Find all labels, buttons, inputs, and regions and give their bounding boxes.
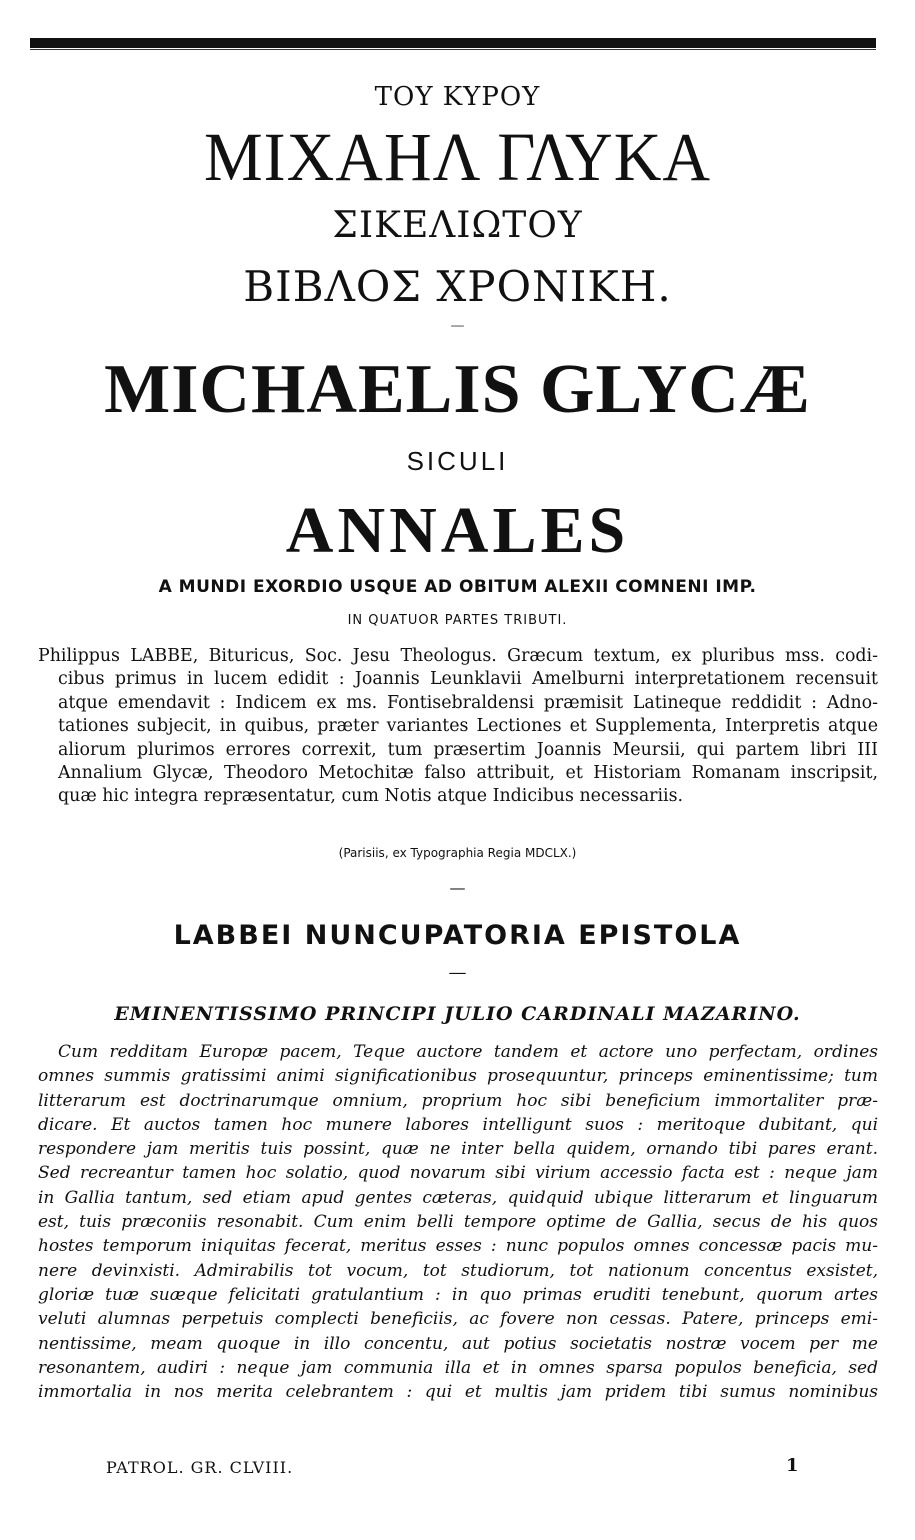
- epistola-body: [38, 1040, 878, 1404]
- body-line: hostes temporum iniquitas fecerat, meritus esses : nunc populos omnes concessæ pacis mu-: [38, 1236, 878, 1257]
- body-line: nentissime, meam quoque in illo concentu, aut potius societatis nostræ vocem per me: [38, 1333, 878, 1354]
- body-line: gloriæ tuæ suæque felicitati gratulantium : in quo primas eruditi tenebunt, quorum artes: [38, 1284, 878, 1305]
- epistola-title: LABBEI NUNCUPATORIA EPISTOLA: [173, 920, 742, 951]
- description-line: Annalium Glycæ, Theodoro Metochitæ falso attribuit, et Historiam Romanam inscripsit,: [58, 763, 878, 784]
- body-line: dicare. Et auctos tamen hoc munere labores intelligunt suos : meritoque dubitant, qui: [38, 1114, 878, 1135]
- body-line: nere devinxisti. Admirabilis tot vocum, tot studiorum, tot nationum concentus exsistet,: [38, 1260, 878, 1281]
- greek-title-line2: ΜΙΧΑΗΛ ΓΛΥΚΑ: [203, 119, 712, 196]
- description-paragraph: [38, 645, 878, 809]
- latin-subtitle: A MUNDI EXORDIO USQUE AD OBITUM ALEXII COMNENI IMP.: [158, 577, 757, 597]
- latin-title-line2: SICULI: [406, 446, 509, 476]
- body-line: omnes summis gratissimi animi significationibus prosequuntur, princeps eminentissime; tum: [38, 1066, 878, 1087]
- body-line: in Gallia tantum, sed etiam apud gentes cæteras, quidquid ubique litterarum et linguarum: [38, 1187, 878, 1208]
- top-rule-thin: [30, 49, 876, 50]
- description-line: tationes subjecit, in quibus, præter variantes Lectiones et Supplementa, Interpretis atque: [58, 716, 878, 737]
- description-line: quæ hic integra repræsentatur, cum Notis atque Indicibus necessariis.: [58, 786, 684, 807]
- footer-series: PATROL. GR. CLVIII.: [106, 1458, 294, 1477]
- latin-title-line3: ANNALES: [285, 494, 630, 567]
- page-number: 1: [786, 1455, 799, 1476]
- separator-dash-2: —: [449, 878, 466, 897]
- description-line: Philippus LABBE, Bituricus, Soc. Jesu Theologus. Græcum textum, ex pluribus mss. codi-: [38, 646, 878, 666]
- body-line: immortalia in nos merita celebrantem : qui et multis jam pridem tibi sumus nominibus: [38, 1382, 878, 1403]
- greek-title-line3: ΣΙΚΕΛΙΩΤΟΥ: [332, 205, 583, 246]
- latin-subtitle2: IN QUATUOR PARTES TRIBUTI.: [347, 613, 568, 628]
- description-line: atque emendavit : Indicem ex ms. Fontisebraldensi præmisit Latineque reddidit : Adno-: [58, 692, 878, 713]
- description-line: aliorum plurimos errores correxit, tum præsertim Joannis Meursii, qui partem libri III: [58, 739, 878, 760]
- greek-title-line1: ΤΟΥ ΚΥΡΟΥ: [374, 82, 541, 112]
- body-line: respondere jam meritis tuis possint, quæ ne inter bella quidem, ornando tibi pares erant.: [38, 1139, 878, 1160]
- imprint: (Parisiis, ex Typographia Regia MDCLX.): [338, 846, 577, 860]
- separator-dash-3: —: [448, 962, 467, 983]
- latin-title-line1: MICHAELIS GLYCÆ: [104, 351, 811, 428]
- greek-title-line4: ΒΙΒΛΟΣ ΧΡΟΝΙΚΗ.: [243, 262, 672, 311]
- separator-dash-1: —: [450, 318, 465, 334]
- body-line: Cum redditam Europæ pacem, Teque auctore tandem et actore uno perfectam, ordines: [58, 1042, 878, 1062]
- body-line: Sed recreantur tamen hoc solatio, quod novarum sibi virium accessio facta est : neque jam: [38, 1163, 878, 1184]
- top-rule: [30, 38, 876, 48]
- body-line: resonantem, audiri : neque jam communia illa et in omnes sparsa populos beneficia, sed: [38, 1357, 878, 1378]
- body-line: est, tuis præconiis resonabit. Cum enim belli tempore optime de Gallia, secus de his quos: [38, 1212, 878, 1233]
- dedication-line: EMINENTISSIMO PRINCIPI JULIO CARDINALI MAZARINO.: [114, 1003, 801, 1025]
- body-line: litterarum est doctrinarumque omnium, proprium hoc sibi beneficium immortaliter præ-: [38, 1090, 878, 1111]
- body-line: veluti alumnas perpetuis complecti beneficiis, ac fovere non cessas. Patere, princeps emi-: [38, 1309, 878, 1330]
- description-line: cibus primus in lucem edidit : Joannis Leunklavii Amelburni interpretationem recensuit: [58, 669, 878, 690]
